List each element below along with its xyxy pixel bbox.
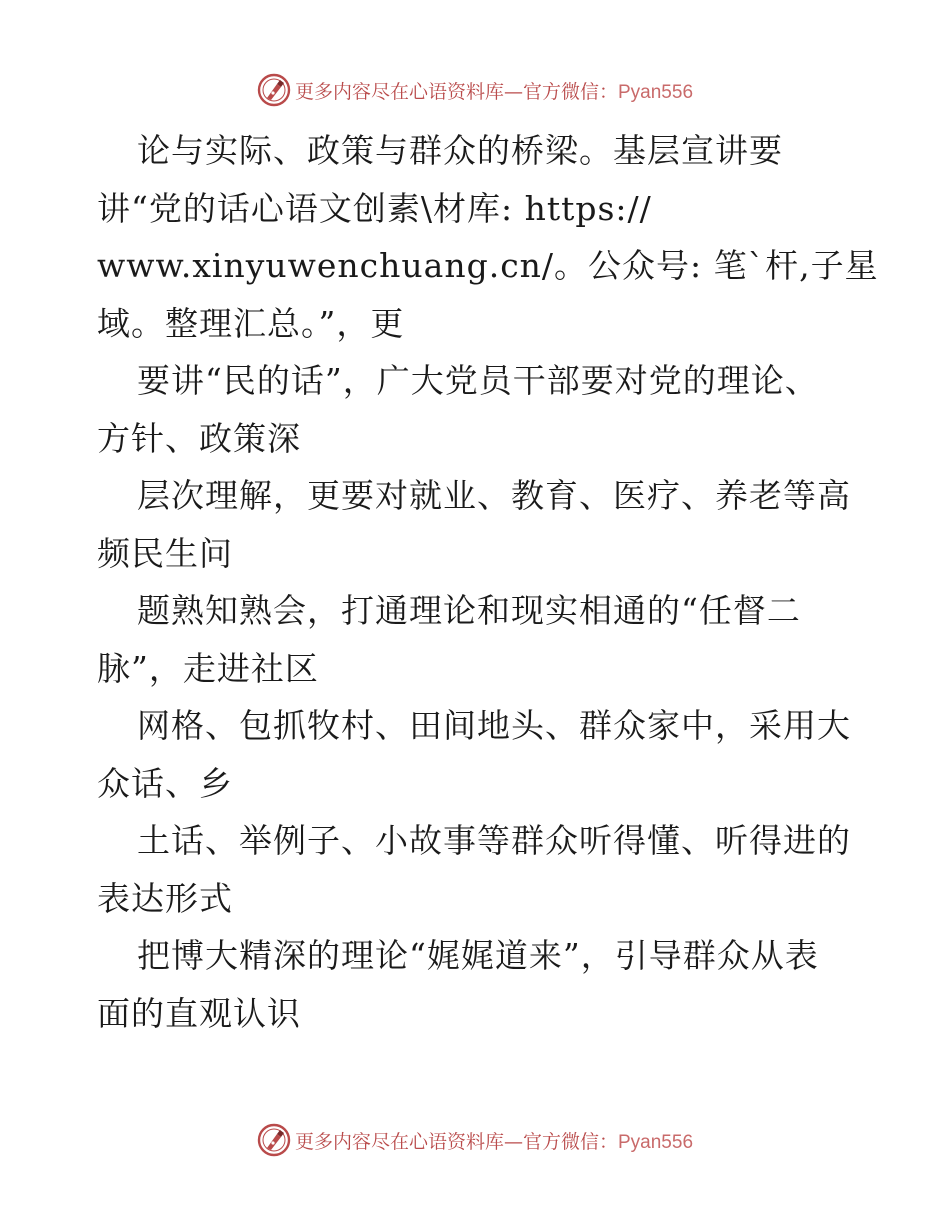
body-line: 把博大精深的理论“娓娓道来”，引导群众从表 — [137, 936, 819, 975]
banner-dash: — — [503, 1130, 523, 1153]
banner-dash: — — [503, 80, 523, 103]
body-line: 题熟知熟会，打通理论和现实相通的“任督二 — [137, 591, 801, 630]
banner-wechat-id: Pyan556 — [618, 81, 694, 103]
body-line: 频民生问 — [97, 533, 233, 573]
pen-nib-icon — [257, 1123, 291, 1157]
body-line: 众话、乡 — [97, 763, 233, 803]
pen-nib-icon — [257, 73, 291, 107]
body-line: 表达形式 — [97, 878, 233, 918]
body-line: 土话、举例子、小故事等群众听得懂、听得进的 — [137, 821, 851, 860]
banner-main-text: 更多内容尽在心语资料库 — [294, 1130, 504, 1153]
body-line: 讲“党的话心语文创素\材库: https:// — [97, 188, 652, 228]
banner-main-text: 更多内容尽在心语资料库 — [294, 80, 504, 103]
banner-wechat-label: 官方微信： — [522, 80, 618, 103]
banner-wechat-label: 官方微信： — [522, 1130, 618, 1153]
banner-wechat-id: Pyan556 — [618, 1131, 694, 1153]
body-line: 层次理解，更要对就业、教育、医疗、养老等高 — [137, 476, 851, 515]
body-line: 要讲“民的话”，广大党员干部要对党的理论、 — [137, 361, 819, 400]
body-line: www.xinyuwenchuang.cn/。公众号: 笔`杆,子星 — [97, 246, 879, 285]
body-line: 网格、包抓牧村、田间地头、群众家中，采用大 — [137, 706, 851, 745]
header-banner — [0, 70, 950, 110]
body-line: 域。整理汇总。”，更 — [97, 303, 405, 343]
document-body — [97, 122, 877, 1042]
body-line: 论与实际、政策与群众的桥梁。基层宣讲要 — [137, 131, 783, 170]
banner-text — [295, 77, 693, 104]
footer-banner — [0, 1120, 950, 1160]
body-line: 面的直观认识 — [97, 993, 301, 1033]
body-line: 方针、政策深 — [97, 418, 301, 458]
body-line: 脉”，走进社区 — [97, 648, 319, 688]
banner-text — [295, 1127, 693, 1154]
